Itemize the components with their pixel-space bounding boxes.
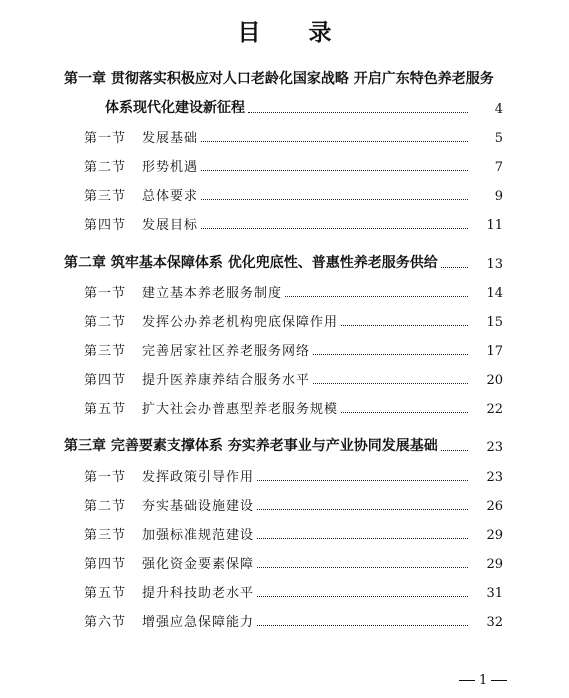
page-number: 29 <box>486 528 503 543</box>
section-number: 第一节 <box>84 470 127 485</box>
footer-page-number: 1 <box>479 673 488 688</box>
section-number: 第二节 <box>84 499 127 514</box>
dot-leader <box>341 412 468 413</box>
footer-dash-right <box>491 680 507 681</box>
toc-section-entry[interactable] <box>0 608 569 630</box>
section-number: 第四节 <box>84 373 127 388</box>
page-number: 13 <box>486 257 503 272</box>
dot-leader <box>285 296 468 297</box>
entry-label: 提升医养康养结合服务水平 <box>142 373 311 388</box>
entry-label: 体系现代化建设新征程 <box>105 100 245 116</box>
toc-section-entry[interactable] <box>0 366 569 388</box>
page-number: 22 <box>486 402 503 417</box>
entry-label: 第一章 贯彻落实积极应对人口老龄化国家战略 开启广东特色养老服务 <box>64 71 494 87</box>
entry-label: 提升科技助老水平 <box>142 586 255 601</box>
section-number: 第一节 <box>84 131 127 146</box>
entry-label: 形势机遇 <box>142 160 199 175</box>
page-number: 15 <box>486 315 503 330</box>
toc-section-entry[interactable] <box>0 308 569 330</box>
toc-chapter-entry[interactable] <box>0 433 569 455</box>
toc-section-entry[interactable] <box>0 550 569 572</box>
dot-leader <box>313 383 468 384</box>
dot-leader <box>441 450 468 451</box>
section-number: 第三节 <box>84 528 127 543</box>
entry-label: 第二章 筑牢基本保障体系 优化兜底性、普惠性养老服务供给 <box>64 255 438 271</box>
page-number: 9 <box>494 189 503 204</box>
section-number: 第二节 <box>84 315 127 330</box>
toc-chapter-entry[interactable] <box>0 66 569 88</box>
toc-section-entry[interactable] <box>0 492 569 514</box>
entry-label: 发展基础 <box>142 131 199 146</box>
toc-section-entry[interactable] <box>0 395 569 417</box>
toc-section-entry[interactable] <box>0 153 569 175</box>
page-number: 23 <box>486 440 503 455</box>
toc-section-entry[interactable] <box>0 337 569 359</box>
dot-leader <box>441 267 468 268</box>
toc-section-entry[interactable] <box>0 463 569 485</box>
dot-leader <box>248 112 468 113</box>
entry-label: 第三章 完善要素支撑体系 夯实养老事业与产业协同发展基础 <box>64 438 438 454</box>
page-number: 5 <box>494 131 503 146</box>
section-number: 第四节 <box>84 218 127 233</box>
page-number: 14 <box>486 286 503 301</box>
page-number: 4 <box>494 102 503 117</box>
page-number: 23 <box>486 470 503 485</box>
entry-label: 发挥政策引导作用 <box>142 470 255 485</box>
dot-leader <box>201 141 468 142</box>
page-number: 17 <box>486 344 503 359</box>
page-number: 26 <box>486 499 503 514</box>
toc-section-entry[interactable] <box>0 182 569 204</box>
section-number: 第三节 <box>84 344 127 359</box>
section-number: 第六节 <box>84 615 127 630</box>
dot-leader <box>257 480 468 481</box>
section-number: 第五节 <box>84 586 127 601</box>
toc-section-entry[interactable] <box>0 279 569 301</box>
footer-dash-left <box>459 680 475 681</box>
entry-label: 扩大社会办普惠型养老服务规模 <box>142 402 339 417</box>
toc-section-entry[interactable] <box>0 579 569 601</box>
entry-label: 夯实基础设施建设 <box>142 499 255 514</box>
dot-leader <box>257 509 468 510</box>
section-number: 第四节 <box>84 557 127 572</box>
entry-label: 增强应急保障能力 <box>142 615 255 630</box>
dot-leader <box>201 199 468 200</box>
page-number: 20 <box>486 373 503 388</box>
dot-leader <box>257 538 468 539</box>
section-number: 第一节 <box>84 286 127 301</box>
entry-label: 总体要求 <box>142 189 199 204</box>
entry-label: 发展目标 <box>142 218 199 233</box>
entry-label: 完善居家社区养老服务网络 <box>142 344 311 359</box>
entry-label: 加强标准规范建设 <box>142 528 255 543</box>
entry-label: 建立基本养老服务制度 <box>142 286 283 301</box>
page-number: 31 <box>486 586 503 601</box>
page-number: 11 <box>486 218 503 233</box>
toc-section-entry[interactable] <box>0 211 569 233</box>
section-number: 第三节 <box>84 189 127 204</box>
page-number: 32 <box>486 615 503 630</box>
page-number: 29 <box>486 557 503 572</box>
section-number: 第五节 <box>84 402 127 417</box>
toc-chapter-entry[interactable] <box>0 250 569 272</box>
page-title: 目 录 <box>237 19 352 46</box>
dot-leader <box>257 625 468 626</box>
entry-label: 发挥公办养老机构兜底保障作用 <box>142 315 339 330</box>
dot-leader <box>257 567 468 568</box>
dot-leader <box>257 596 468 597</box>
entry-label: 强化资金要素保障 <box>142 557 255 572</box>
dot-leader <box>341 325 468 326</box>
page-number: 7 <box>494 160 503 175</box>
toc-section-entry[interactable] <box>0 521 569 543</box>
dot-leader <box>313 354 468 355</box>
section-number: 第二节 <box>84 160 127 175</box>
page-footer <box>455 673 511 688</box>
dot-leader <box>201 170 468 171</box>
toc-chapter-entry[interactable] <box>0 95 569 117</box>
dot-leader <box>201 228 468 229</box>
toc-section-entry[interactable] <box>0 124 569 146</box>
